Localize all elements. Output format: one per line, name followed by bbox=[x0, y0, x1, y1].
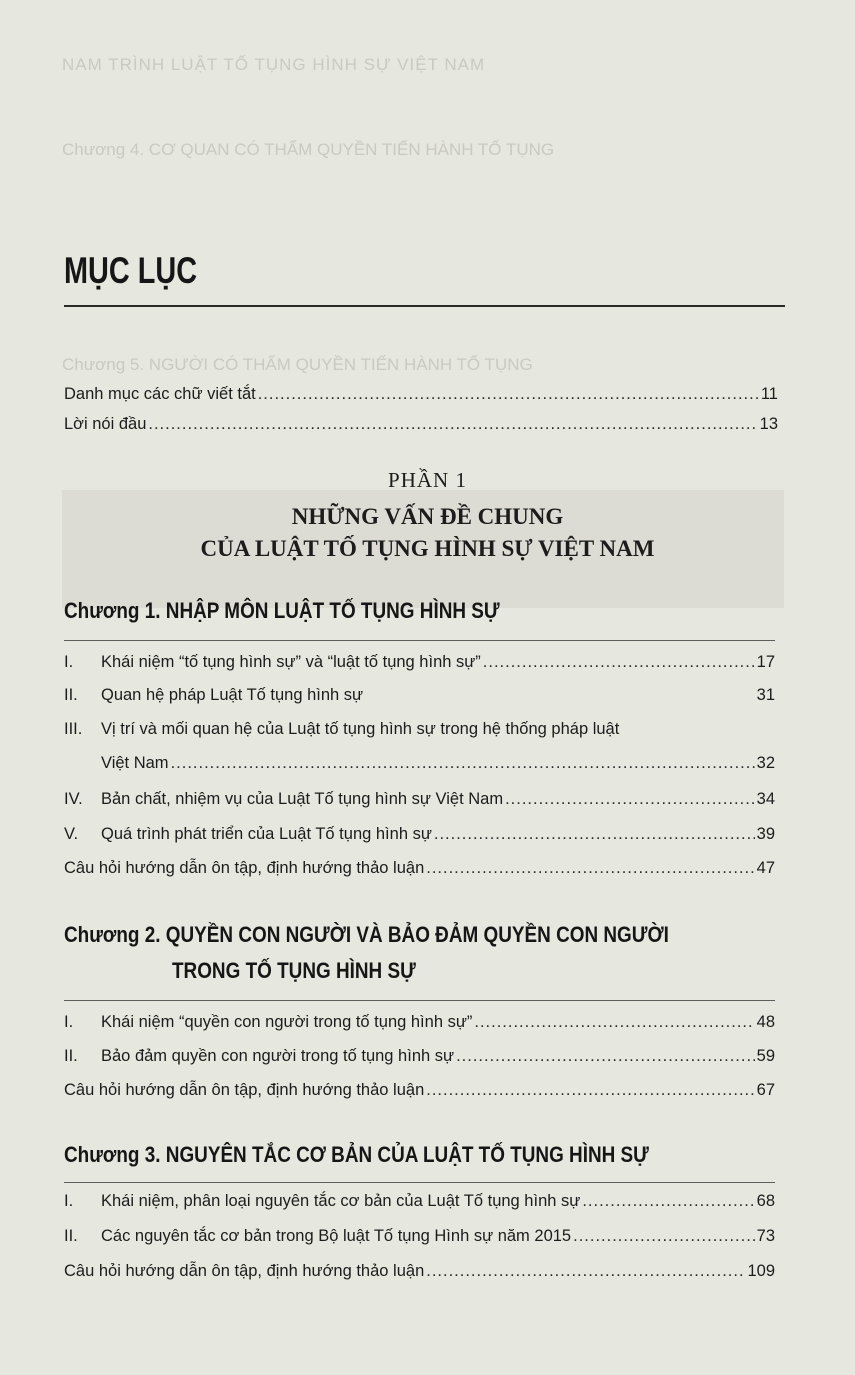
chapter-1-title[interactable]: Chương 1. NHẬP MÔN LUẬT TỐ TỤNG HÌNH SỰ bbox=[64, 598, 500, 623]
entry-number: I. bbox=[64, 653, 74, 671]
dot-leader bbox=[456, 1045, 755, 1067]
dot-leader bbox=[573, 1225, 755, 1247]
ghost-chapter5-text: Chương 5. NGƯỜI CÓ THẨM QUYỀN TIẾN HÀNH TỐ TỤNG bbox=[62, 355, 533, 374]
entry-page: 68 bbox=[756, 1192, 775, 1210]
entry-number: II. bbox=[64, 1047, 78, 1065]
dot-leader bbox=[426, 1079, 754, 1101]
toc-entry-review[interactable] bbox=[64, 1079, 775, 1101]
entry-page: 11 bbox=[760, 385, 778, 403]
toc-entry[interactable] bbox=[64, 1225, 775, 1247]
dot-leader bbox=[505, 788, 755, 810]
toc-entry[interactable] bbox=[64, 1045, 775, 1067]
entry-label: Câu hỏi hướng dẫn ôn tập, định hướng thảo luận bbox=[64, 1081, 425, 1099]
part-label: PHẦN 1 bbox=[388, 468, 467, 492]
dot-leader bbox=[148, 413, 757, 435]
toc-entry[interactable] bbox=[64, 752, 775, 774]
dot-leader bbox=[474, 1011, 754, 1033]
dot-leader bbox=[434, 823, 755, 845]
entry-number: V. bbox=[64, 825, 79, 843]
ghost-header-text: NAM TRÌNH LUẬT TỐ TỤNG HÌNH SỰ VIỆT NAM bbox=[62, 55, 486, 74]
chapter-2-title[interactable]: Chương 2. QUYỀN CON NGƯỜI VÀ BẢO ĐẢM QUYỀN CON NGƯỜI bbox=[64, 922, 669, 947]
toc-entry-abbreviations[interactable] bbox=[64, 383, 778, 405]
entry-label: Câu hỏi hướng dẫn ôn tập, định hướng thảo luận bbox=[64, 1262, 425, 1280]
entry-label: Việt Nam bbox=[101, 754, 169, 772]
chapter-3-title[interactable]: Chương 3. NGUYÊN TẮC CƠ BẢN CỦA LUẬT TỐ TỤNG HÌNH SỰ bbox=[64, 1142, 649, 1167]
toc-entry[interactable] bbox=[64, 718, 775, 740]
entry-number: I. bbox=[64, 1192, 74, 1210]
page-title: MỤC LỤC bbox=[64, 250, 198, 291]
chapter-1-rule bbox=[64, 640, 775, 641]
part-title-line1: NHỮNG VẤN ĐỀ CHUNG bbox=[291, 504, 564, 529]
entry-page: 109 bbox=[747, 1262, 775, 1280]
entry-page: 34 bbox=[756, 790, 775, 808]
toc-entry-foreword[interactable] bbox=[64, 413, 778, 435]
toc-entry[interactable] bbox=[64, 1011, 775, 1033]
entry-label: Bản chất, nhiệm vụ của Luật Tố tụng hình sự Việt Nam bbox=[101, 790, 504, 808]
toc-entry[interactable] bbox=[64, 684, 775, 706]
chapter-3-rule bbox=[64, 1182, 775, 1183]
entry-label: Câu hỏi hướng dẫn ôn tập, định hướng thảo luận bbox=[64, 859, 425, 877]
part-title-line2: CỦA LUẬT TỐ TỤNG HÌNH SỰ VIỆT NAM bbox=[200, 536, 655, 561]
entry-label: Khái niệm “quyền con người trong tố tụng hình sự” bbox=[101, 1013, 473, 1031]
entry-label: Vị trí và mối quan hệ của Luật tố tụng hình sự trong hệ thống pháp luật bbox=[101, 720, 620, 738]
chapter-2-rule bbox=[64, 1000, 775, 1001]
title-divider bbox=[64, 305, 785, 307]
dot-leader bbox=[426, 1260, 745, 1282]
toc-entry[interactable] bbox=[64, 823, 775, 845]
dot-leader bbox=[426, 857, 754, 879]
dot-leader bbox=[582, 1190, 754, 1212]
ghost-chapter4-text: Chương 4. CƠ QUAN CÓ THẨM QUYỀN TIẾN HÀNH TỐ TỤNG bbox=[62, 140, 555, 159]
entry-page: 39 bbox=[756, 825, 775, 843]
entry-page: 59 bbox=[756, 1047, 775, 1065]
entry-label: Khái niệm “tố tụng hình sự” và “luật tố tụng hình sự” bbox=[101, 653, 481, 671]
entry-number: II. bbox=[64, 686, 78, 704]
entry-number: IV. bbox=[64, 790, 83, 808]
entry-page: 31 bbox=[756, 686, 775, 704]
dot-leader bbox=[171, 752, 755, 774]
entry-label: Quá trình phát triển của Luật Tố tụng hình sự bbox=[101, 825, 432, 843]
toc-entry[interactable] bbox=[64, 1190, 775, 1212]
entry-label: Quan hệ pháp Luật Tố tụng hình sự bbox=[101, 686, 364, 704]
entry-page: 17 bbox=[756, 653, 775, 671]
entry-label: Khái niệm, phân loại nguyên tắc cơ bản của Luật Tố tụng hình sự bbox=[101, 1192, 581, 1210]
toc-entry-review[interactable] bbox=[64, 1260, 775, 1282]
entry-number: III. bbox=[64, 720, 83, 738]
toc-entry[interactable] bbox=[64, 788, 775, 810]
entry-page: 73 bbox=[756, 1227, 775, 1245]
dot-leader bbox=[258, 383, 759, 405]
entry-label: Bảo đảm quyền con người trong tố tụng hình sự bbox=[101, 1047, 455, 1065]
entry-page: 48 bbox=[756, 1013, 775, 1031]
toc-entry[interactable] bbox=[64, 651, 775, 673]
entry-label: Các nguyên tắc cơ bản trong Bộ luật Tố tụng Hình sự năm 2015 bbox=[101, 1227, 572, 1245]
dot-leader bbox=[483, 651, 755, 673]
entry-number: II. bbox=[64, 1227, 78, 1245]
entry-page: 13 bbox=[759, 415, 778, 433]
toc-entry-review[interactable] bbox=[64, 857, 775, 879]
entry-page: 47 bbox=[756, 859, 775, 877]
entry-page: 32 bbox=[756, 754, 775, 772]
entry-page: 67 bbox=[756, 1081, 775, 1099]
entry-label: Lời nói đầu bbox=[64, 415, 147, 433]
entry-label: Danh mục các chữ viết tắt bbox=[64, 385, 256, 403]
chapter-2-title-line2[interactable]: TRONG TỐ TỤNG HÌNH SỰ bbox=[172, 958, 416, 983]
entry-number: I. bbox=[64, 1013, 74, 1031]
